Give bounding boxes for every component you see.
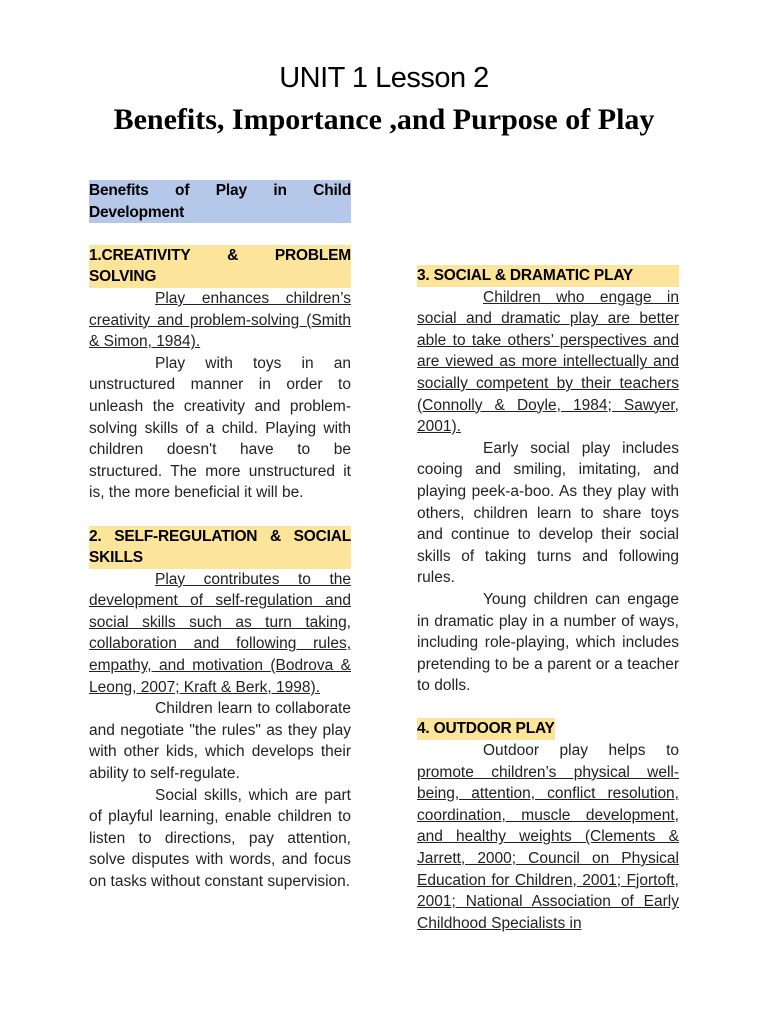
benefits-heading: Benefits of Play in Child Development [89, 180, 351, 223]
left-column [89, 180, 351, 893]
section-heading-social-dramatic: 3. SOCIAL & DRAMATIC PLAY [417, 265, 679, 287]
outdoor-paragraph [417, 740, 679, 934]
section-heading-self-regulation: 2. SELF-REGULATION & SOCIAL SKILLS [89, 526, 351, 569]
section-heading-creativity: 1.CREATIVITY & PROBLEM SOLVING [89, 245, 351, 288]
self-regulation-cited-paragraph [89, 569, 351, 699]
section-heading-outdoor: 4. OUTDOOR PLAY [417, 718, 555, 740]
creativity-cited-text: Play enhances children’s creativity and problem-solving (Smith & Simon, 1984). [89, 289, 351, 351]
social-dramatic-cited-text: Children who engage in social and dramatic play are better able to take others’ perspectives and are viewed as more intellectually and socially competent by their teachers (Connolly & Doyle, 1984; Sawyer, 2001). [417, 288, 679, 436]
self-regulation-cited-text: Play contributes to the development of self-regulation and social skills such as turn taking, collaboration and following rules, empathy, and motivation (Bodrova & Leong, 2007; Kraft & Berk, 1998). [89, 570, 351, 696]
creativity-body: Play with toys in an unstructured manner in order to unleash the creativity and problem-solving skills of a child. Playing with children doesn't have to be structured. The more unstructured it is, the more beneficial it will be. [89, 354, 351, 502]
right-column [417, 265, 679, 934]
outdoor-lead: Outdoor play helps to [483, 742, 679, 760]
unit-title: UNIT 1 Lesson 2 [279, 62, 489, 94]
creativity-cited-paragraph [89, 288, 351, 353]
social-dramatic-body-2: Young children can engage in dramatic play in a number of ways, including role-playing, which includes pretending to be a parent or a teacher to dolls. [417, 590, 679, 695]
page-title: Benefits, Importance ,and Purpose of Play [113, 103, 655, 136]
self-regulation-body: Children learn to collaborate and negotiate "the rules" as they play with other kids, which develops their ability to self-regulate. [89, 700, 351, 783]
social-dramatic-cited-paragraph [417, 287, 679, 438]
self-regulation-body-2: Social skills, which are part of playful learning, enable children to listen to directions, pay attention, solve disputes with words, and focus on tasks without constant supervision. [89, 786, 351, 890]
outdoor-cited-text: promote children’s physical well-being, attention, conflict resolution, coordination, muscle development, and healthy weights (Clements & Jarrett, 2000; Council on Physical Education for Children, 2001; Fjortoft, 2001; National Association of Early Childhood Specialists in [417, 763, 679, 932]
social-dramatic-body: Early social play includes cooing and smiling, imitating, and playing peek-a-boo. As they play with others, children learn to share toys and continue to develop their social skills of taking turns and following rules. [417, 439, 679, 587]
